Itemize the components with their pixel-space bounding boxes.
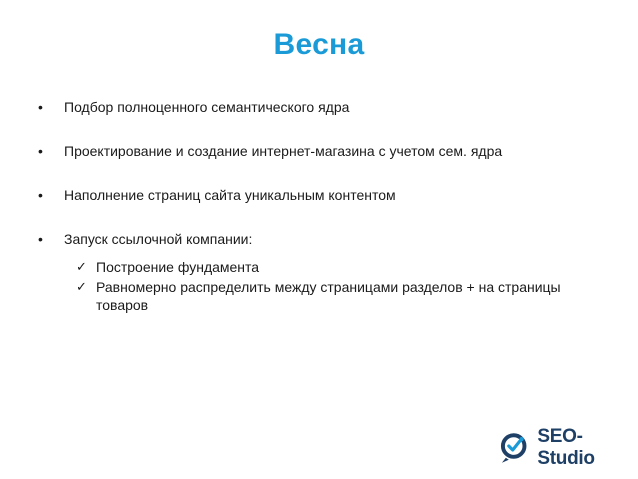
bullet-text: Наполнение страниц сайта уникальным контентом: [64, 187, 396, 203]
bullet-list: [38, 98, 618, 274]
seo-studio-logo-icon: [498, 431, 531, 465]
bullet-icon: •: [38, 143, 43, 159]
bullet-icon: •: [38, 231, 43, 247]
bullet-icon: •: [38, 99, 43, 115]
checkmark-icon: ✓: [76, 259, 87, 274]
checkmark-icon: ✓: [76, 279, 87, 294]
bullet-item: [38, 142, 618, 160]
check-text: Построение фундамента: [96, 259, 260, 275]
logo-text: [537, 426, 638, 470]
bullet-text: Подбор полноценного семантического ядра: [64, 99, 350, 115]
bullet-text: Проектирование и создание интернет-магазина с учетом сем. ядра: [64, 143, 503, 159]
check-item: [76, 258, 596, 276]
logo-text-studio: -Studio: [537, 426, 595, 469]
bullet-item: [38, 230, 618, 248]
bullet-item: [38, 98, 618, 116]
bullet-item: [38, 186, 618, 204]
bullet-icon: •: [38, 187, 43, 203]
check-list: [76, 258, 596, 316]
check-item: [76, 278, 596, 314]
seo-studio-logo: [498, 426, 638, 469]
bullet-text: Запуск ссылочной компании:: [64, 231, 253, 247]
slide-title: Весна: [273, 28, 365, 61]
check-text: Равномерно распределить между страницами разделов + на страницы товаров: [96, 279, 561, 313]
logo-text-seo: SEO: [537, 426, 577, 447]
